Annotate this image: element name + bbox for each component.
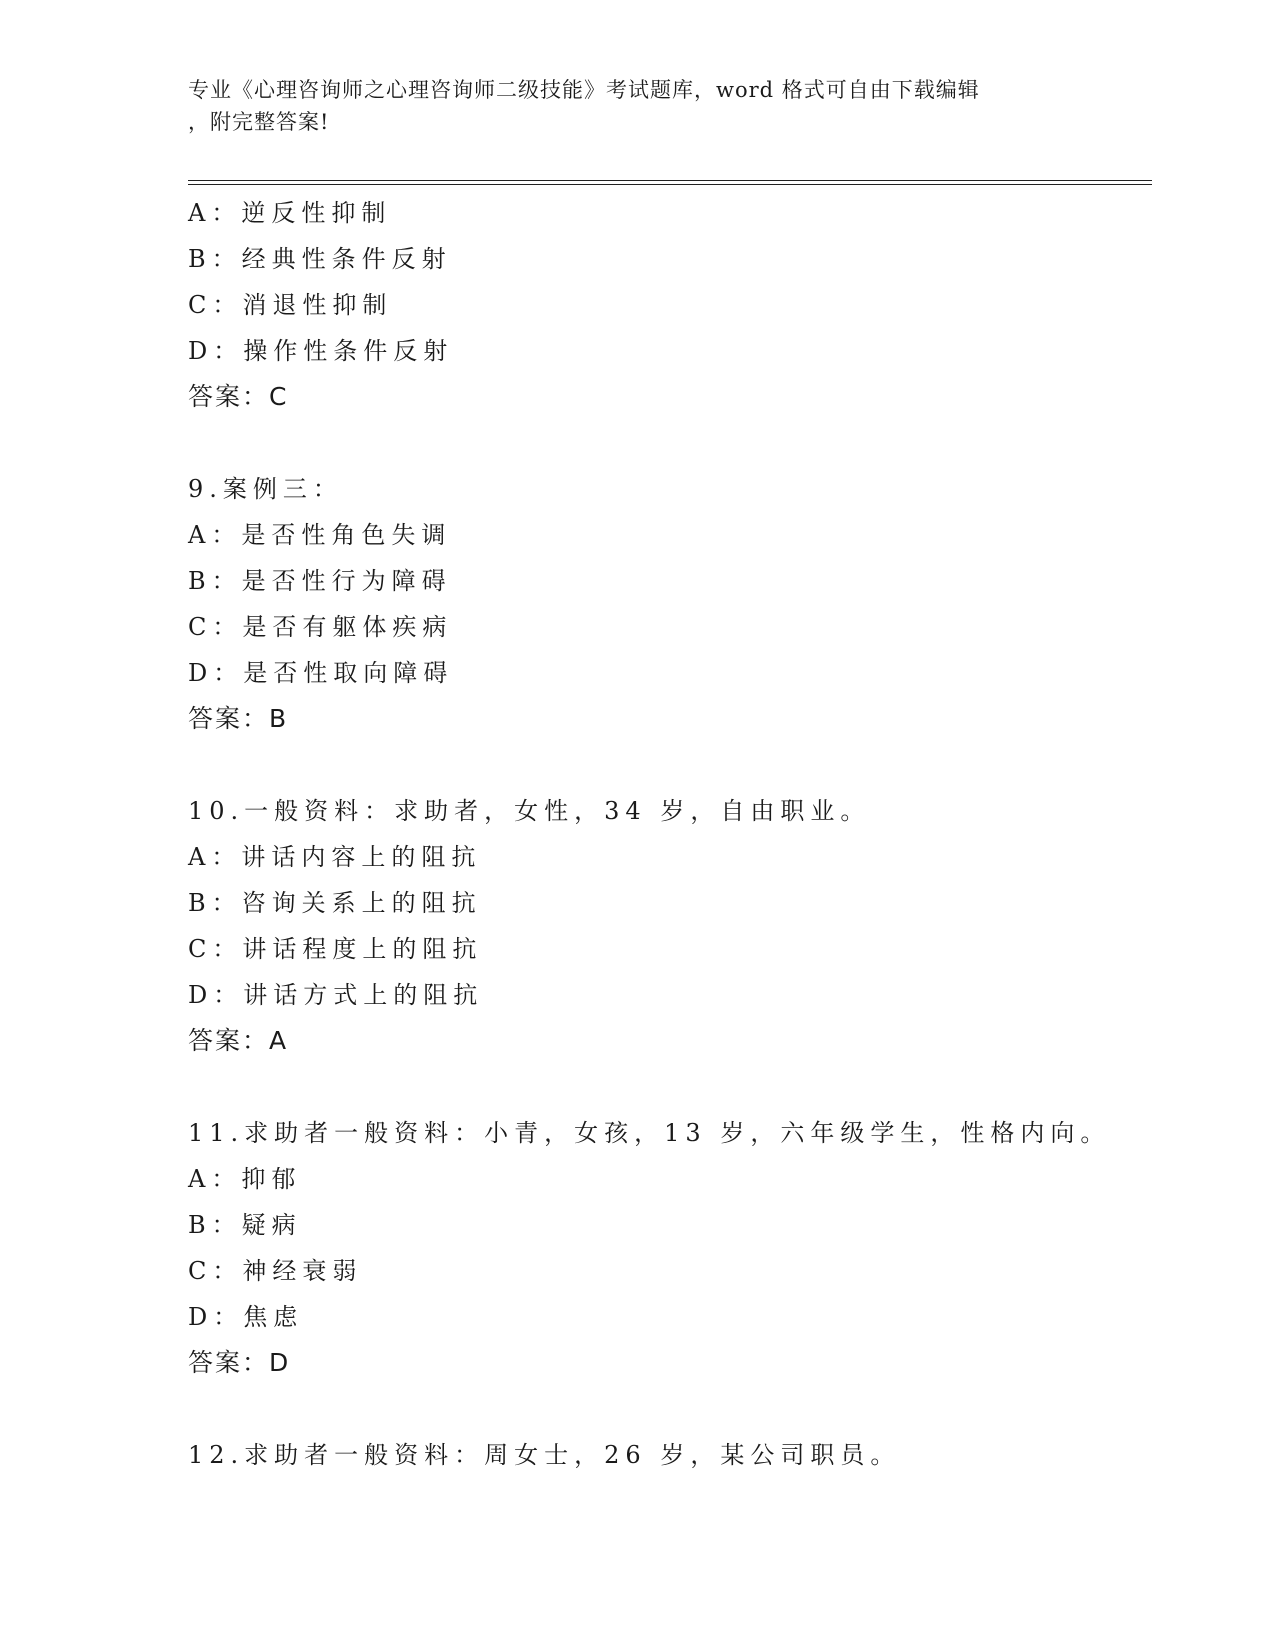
- question-list: [188, 190, 1148, 1478]
- document-header: [188, 74, 1068, 138]
- header-title-line-1: 专业《心理咨询师之心理咨询师二级技能》考试题库，word 格式可自由下载编辑: [188, 78, 980, 102]
- question-stem: 12.求助者一般资料：周女士，26 岁，某公司职员。: [188, 1441, 901, 1469]
- question-8: [188, 190, 1148, 420]
- question-stem: 10.一般资料：求助者，女性，34 岁，自由职业。: [188, 797, 871, 825]
- option-d: D：是否性取向障碍: [188, 659, 454, 687]
- spacer: [188, 1064, 1148, 1110]
- answer-line: 答案：D: [188, 1348, 291, 1377]
- option-c: C：神经衰弱: [188, 1257, 363, 1285]
- option-b: B：经典性条件反射: [188, 245, 452, 273]
- option-a: A：是否性角色失调: [188, 521, 452, 549]
- question-11: [188, 1110, 1148, 1386]
- spacer: [188, 420, 1148, 466]
- question-stem: 11.求助者一般资料：小青，女孩，13 岁，六年级学生，性格内向。: [188, 1119, 1111, 1147]
- option-c: C：是否有躯体疾病: [188, 613, 453, 641]
- option-b: B：咨询关系上的阻抗: [188, 889, 482, 917]
- option-d: D：焦虑: [188, 1303, 304, 1331]
- header-divider: [188, 180, 1152, 185]
- question-12: [188, 1432, 1148, 1478]
- option-d: D：讲话方式上的阻抗: [188, 981, 484, 1009]
- option-a: A：逆反性抑制: [188, 199, 392, 227]
- option-c: C：消退性抑制: [188, 291, 393, 319]
- header-title-line-2: ，附完整答案!: [188, 110, 330, 134]
- answer-line: 答案：A: [188, 1026, 289, 1055]
- option-b: B：疑病: [188, 1211, 302, 1239]
- option-a: A：讲话内容上的阻抗: [188, 843, 482, 871]
- option-c: C：讲话程度上的阻抗: [188, 935, 483, 963]
- answer-line: 答案：C: [188, 382, 289, 411]
- question-9: [188, 466, 1148, 742]
- option-b: B：是否性行为障碍: [188, 567, 452, 595]
- answer-line: 答案：B: [188, 704, 289, 733]
- option-d: D：操作性条件反射: [188, 337, 454, 365]
- spacer: [188, 742, 1148, 788]
- question-stem: 9.案例三：: [188, 475, 343, 503]
- question-10: [188, 788, 1148, 1064]
- option-a: A：抑郁: [188, 1165, 302, 1193]
- spacer: [188, 1386, 1148, 1432]
